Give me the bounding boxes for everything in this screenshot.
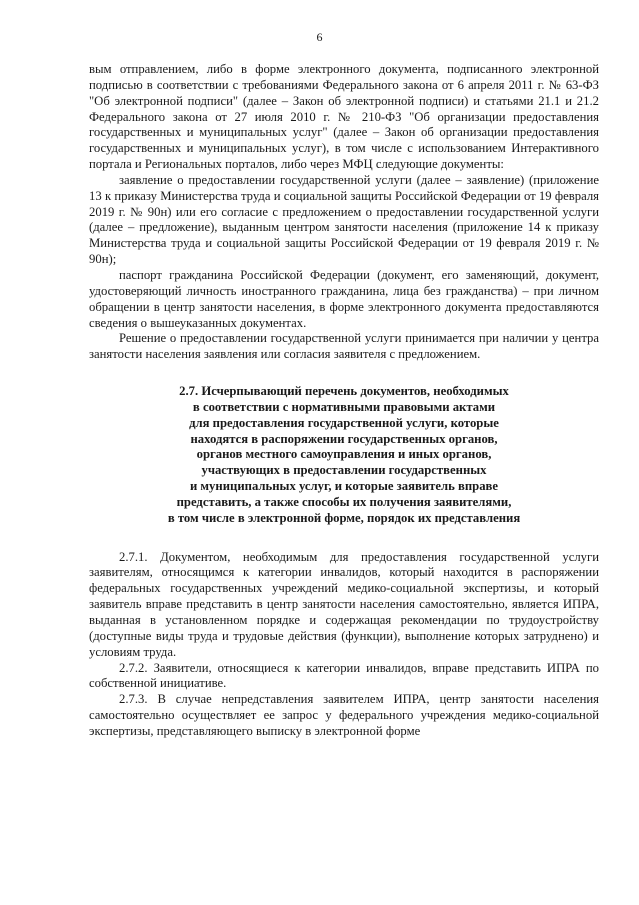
paragraph: паспорт гражданина Российской Федерации (документ, его заменяющий, документ, удостоверяющий личность иностранного гражданина, лица без гражданства) – при личном обращении в центр занятости населения, в форме электронного документа предоставляются сведения о вышеуказанных документах. <box>89 267 599 330</box>
section-heading: 2.7. Исчерпывающий перечень документов, необходимых в соответствии с нормативными правовыми актами для предоставления государственной услуги, которые находятся в распоряжении государственных органов, органов местного самоуправления и иных органов, участвующих в предоставлении государственных и муниципальных услуг, и которые заявитель вправе представить, а также способы их получения заявителями, в том числе в электронной форме, порядок их представления <box>167 384 521 525</box>
paragraph: Решение о предоставлении государственной услуги принимается при наличии у центра занятости населения заявления или согласия заявителя с предложением. <box>89 331 599 362</box>
paragraph: заявление о предоставлении государственной услуги (далее – заявление) (приложение 13 к приказу Министерства труда и социальной защиты Российской Федерации от 19 февраля 2019 г. № 90н) или его согласие с предложением о предоставлении государственной услуги (далее – предложение), выданным центром занятости населения (приложение 14 к приказу Министерства труда и социальной защиты Российской Федерации от 19 февраля 2019 г. № 90н); <box>89 172 599 267</box>
paragraph: 2.7.2. Заявители, относящиеся к категории инвалидов, вправе представить ИПРА по собственной инициативе. <box>89 660 599 691</box>
document-body <box>89 62 599 740</box>
paragraph: 2.7.1. Документом, необходимым для предоставления государственной услуги заявителям, относящимся к категории инвалидов, который находится в распоряжении федеральных государственных учреждений медико-социальной экспертизы, и который заявитель вправе представить в центр занятости населения самостоятельно, является ИПРА, выданная в установленном порядке и содержащая рекомендации по трудоустройству (доступные виды труда и трудовые действия (функции), выполнение которых затруднено) и условиям труда. <box>89 549 599 659</box>
paragraph: 2.7.3. В случае непредставления заявителем ИПРА, центр занятости населения самостоятельно осуществляет ее запрос у федерального учреждения медико-социальной экспертизы, представляющего выписку в электронной форме <box>89 692 599 738</box>
page-number: 6 <box>316 30 323 44</box>
paragraph: вым отправлением, либо в форме электронного документа, подписанного электронной подписью в соответствии с требованиями Федерального закона от 6 апреля 2011 г. № 63-ФЗ "Об электронной подписи" (далее – Закон об электронной подписи) и статьями 21.1 и 21.2 Федерального закона от 27 июля 2010 г. № 210-ФЗ "Об организации предоставления государственных и муниципальных услуг" (далее – Закон об организации предоставления государственных и муниципальных услуг), в том числе с использованием Интерактивного портала и Региональных порталов, либо через МФЦ следующие документы: <box>89 62 599 172</box>
